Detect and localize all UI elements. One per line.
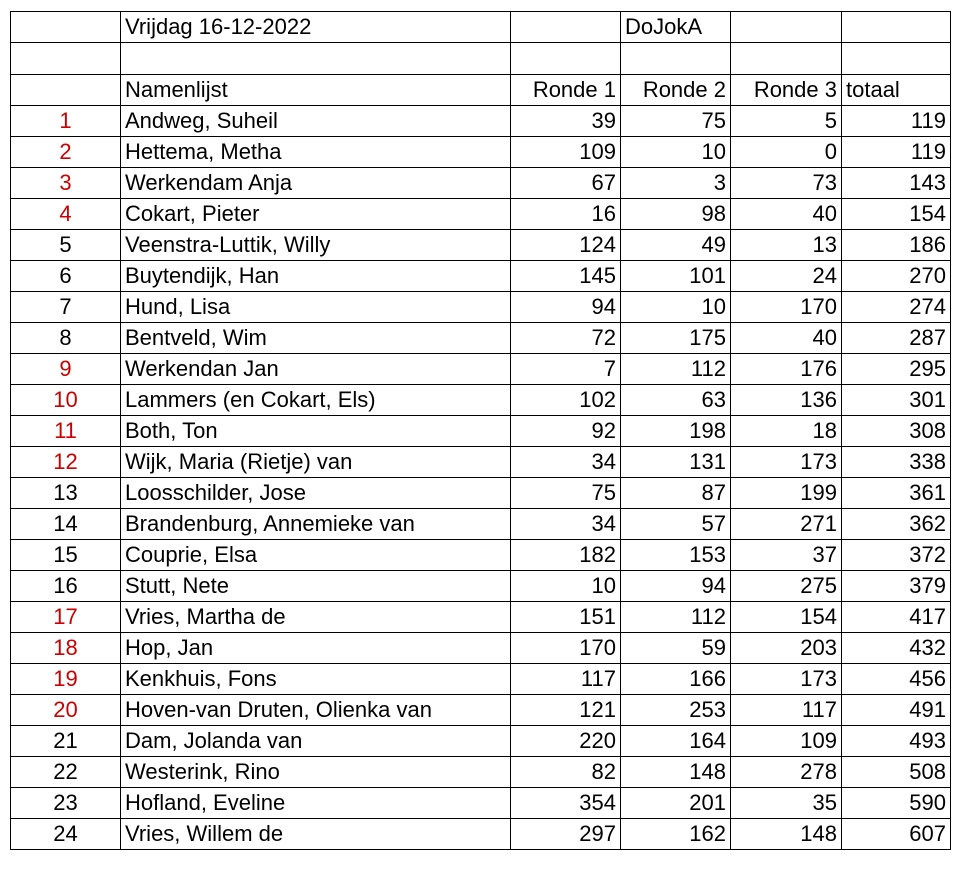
round-3-score: 170	[731, 292, 842, 323]
round-2-score: 148	[621, 757, 731, 788]
rank-cell: 13	[11, 478, 121, 509]
round-1-score: 34	[511, 509, 621, 540]
round-1-score: 16	[511, 199, 621, 230]
round-1-score: 7	[511, 354, 621, 385]
round-2-score: 94	[621, 571, 731, 602]
round-2-score: 201	[621, 788, 731, 819]
header-round-3: Ronde 3	[731, 75, 842, 106]
rank-cell: 22	[11, 757, 121, 788]
table-row	[11, 478, 951, 509]
player-name: Hettema, Metha	[121, 137, 511, 168]
table-row	[11, 292, 951, 323]
total-score: 362	[842, 509, 951, 540]
player-name: Werkendam Anja	[121, 168, 511, 199]
player-name: Hofland, Eveline	[121, 788, 511, 819]
player-name: Brandenburg, Annemieke van	[121, 509, 511, 540]
total-score: 372	[842, 540, 951, 571]
rank-cell: 19	[11, 664, 121, 695]
player-name: Cokart, Pieter	[121, 199, 511, 230]
round-1-score: 82	[511, 757, 621, 788]
total-score: 154	[842, 199, 951, 230]
total-score: 590	[842, 788, 951, 819]
round-2-score: 112	[621, 354, 731, 385]
empty-cell	[731, 43, 842, 75]
header-round-1: Ronde 1	[511, 75, 621, 106]
round-1-score: 94	[511, 292, 621, 323]
table-row	[11, 416, 951, 447]
table-row	[11, 819, 951, 850]
round-2-score: 131	[621, 447, 731, 478]
round-2-score: 57	[621, 509, 731, 540]
header-round-2: Ronde 2	[621, 75, 731, 106]
round-2-score: 101	[621, 261, 731, 292]
player-name: Hoven-van Druten, Olienka van	[121, 695, 511, 726]
round-1-score: 354	[511, 788, 621, 819]
round-1-score: 117	[511, 664, 621, 695]
round-2-score: 253	[621, 695, 731, 726]
empty-cell	[621, 43, 731, 75]
total-score: 456	[842, 664, 951, 695]
rank-cell: 3	[11, 168, 121, 199]
player-name: Andweg, Suheil	[121, 106, 511, 137]
player-name: Stutt, Nete	[121, 571, 511, 602]
rank-cell: 9	[11, 354, 121, 385]
round-1-score: 121	[511, 695, 621, 726]
round-1-score: 124	[511, 230, 621, 261]
table-row	[11, 726, 951, 757]
empty-cell	[11, 12, 121, 43]
round-1-score: 39	[511, 106, 621, 137]
round-1-score: 170	[511, 633, 621, 664]
event-date: Vrijdag 16-12-2022	[121, 12, 511, 43]
round-3-score: 35	[731, 788, 842, 819]
table-row	[11, 261, 951, 292]
round-2-score: 153	[621, 540, 731, 571]
round-3-score: 173	[731, 664, 842, 695]
round-2-score: 59	[621, 633, 731, 664]
round-3-score: 24	[731, 261, 842, 292]
round-2-score: 166	[621, 664, 731, 695]
round-1-score: 75	[511, 478, 621, 509]
empty-cell	[511, 43, 621, 75]
player-name: Hund, Lisa	[121, 292, 511, 323]
total-score: 301	[842, 385, 951, 416]
table-row	[11, 106, 951, 137]
round-2-score: 10	[621, 137, 731, 168]
total-score: 119	[842, 137, 951, 168]
total-score: 379	[842, 571, 951, 602]
total-score: 432	[842, 633, 951, 664]
round-3-score: 176	[731, 354, 842, 385]
round-2-score: 112	[621, 602, 731, 633]
round-1-score: 220	[511, 726, 621, 757]
table-row	[11, 757, 951, 788]
rank-cell: 17	[11, 602, 121, 633]
total-score: 270	[842, 261, 951, 292]
round-2-score: 198	[621, 416, 731, 447]
player-name: Vries, Martha de	[121, 602, 511, 633]
rank-cell: 11	[11, 416, 121, 447]
table-row	[11, 323, 951, 354]
round-1-score: 67	[511, 168, 621, 199]
round-1-score: 10	[511, 571, 621, 602]
table-row	[11, 230, 951, 261]
player-name: Vries, Willem de	[121, 819, 511, 850]
rank-cell: 24	[11, 819, 121, 850]
round-1-score: 102	[511, 385, 621, 416]
round-3-score: 203	[731, 633, 842, 664]
round-2-score: 98	[621, 199, 731, 230]
table-row	[11, 540, 951, 571]
club-name: DoJokA	[621, 12, 731, 43]
round-3-score: 148	[731, 819, 842, 850]
player-name: Werkendan Jan	[121, 354, 511, 385]
title-row	[11, 12, 951, 43]
rank-cell: 5	[11, 230, 121, 261]
empty-cell	[11, 75, 121, 106]
total-score: 119	[842, 106, 951, 137]
rank-cell: 23	[11, 788, 121, 819]
player-name: Buytendijk, Han	[121, 261, 511, 292]
rank-cell: 12	[11, 447, 121, 478]
player-name: Hop, Jan	[121, 633, 511, 664]
round-3-score: 271	[731, 509, 842, 540]
round-1-score: 109	[511, 137, 621, 168]
rank-cell: 2	[11, 137, 121, 168]
empty-cell	[842, 43, 951, 75]
round-3-score: 173	[731, 447, 842, 478]
round-3-score: 37	[731, 540, 842, 571]
round-1-score: 72	[511, 323, 621, 354]
rank-cell: 15	[11, 540, 121, 571]
round-3-score: 40	[731, 323, 842, 354]
total-score: 491	[842, 695, 951, 726]
rank-cell: 1	[11, 106, 121, 137]
round-3-score: 154	[731, 602, 842, 633]
round-3-score: 117	[731, 695, 842, 726]
empty-cell	[731, 12, 842, 43]
round-2-score: 3	[621, 168, 731, 199]
total-score: 493	[842, 726, 951, 757]
rank-cell: 8	[11, 323, 121, 354]
table-row	[11, 447, 951, 478]
round-2-score: 162	[621, 819, 731, 850]
empty-cell	[121, 43, 511, 75]
player-name: Wijk, Maria (Rietje) van	[121, 447, 511, 478]
total-score: 417	[842, 602, 951, 633]
player-name: Couprie, Elsa	[121, 540, 511, 571]
table-row	[11, 199, 951, 230]
round-2-score: 87	[621, 478, 731, 509]
rank-cell: 10	[11, 385, 121, 416]
header-row	[11, 75, 951, 106]
round-3-score: 40	[731, 199, 842, 230]
table-row	[11, 633, 951, 664]
table-row	[11, 137, 951, 168]
player-name: Dam, Jolanda van	[121, 726, 511, 757]
round-3-score: 18	[731, 416, 842, 447]
table-row	[11, 664, 951, 695]
round-3-score: 278	[731, 757, 842, 788]
round-2-score: 49	[621, 230, 731, 261]
player-name: Kenkhuis, Fons	[121, 664, 511, 695]
round-1-score: 34	[511, 447, 621, 478]
table-row	[11, 354, 951, 385]
round-1-score: 92	[511, 416, 621, 447]
total-score: 361	[842, 478, 951, 509]
total-score: 295	[842, 354, 951, 385]
rank-cell: 20	[11, 695, 121, 726]
round-3-score: 13	[731, 230, 842, 261]
round-3-score: 136	[731, 385, 842, 416]
round-3-score: 5	[731, 106, 842, 137]
round-1-score: 151	[511, 602, 621, 633]
table-row	[11, 695, 951, 726]
table-row	[11, 385, 951, 416]
empty-cell	[511, 12, 621, 43]
rank-cell: 16	[11, 571, 121, 602]
total-score: 338	[842, 447, 951, 478]
total-score: 143	[842, 168, 951, 199]
round-2-score: 10	[621, 292, 731, 323]
player-name: Bentveld, Wim	[121, 323, 511, 354]
blank-row	[11, 43, 951, 75]
total-score: 607	[842, 819, 951, 850]
rank-cell: 4	[11, 199, 121, 230]
round-3-score: 109	[731, 726, 842, 757]
total-score: 308	[842, 416, 951, 447]
empty-cell	[11, 43, 121, 75]
total-score: 186	[842, 230, 951, 261]
table-row	[11, 168, 951, 199]
score-table	[10, 11, 951, 850]
round-3-score: 73	[731, 168, 842, 199]
total-score: 274	[842, 292, 951, 323]
rank-cell: 6	[11, 261, 121, 292]
player-name: Loosschilder, Jose	[121, 478, 511, 509]
round-2-score: 75	[621, 106, 731, 137]
table-row	[11, 571, 951, 602]
empty-cell	[842, 12, 951, 43]
player-name: Lammers (en Cokart, Els)	[121, 385, 511, 416]
rank-cell: 18	[11, 633, 121, 664]
player-name: Westerink, Rino	[121, 757, 511, 788]
round-1-score: 182	[511, 540, 621, 571]
player-name: Both, Ton	[121, 416, 511, 447]
total-score: 508	[842, 757, 951, 788]
table-row	[11, 509, 951, 540]
table-row	[11, 602, 951, 633]
round-1-score: 145	[511, 261, 621, 292]
round-1-score: 297	[511, 819, 621, 850]
header-names: Namenlijst	[121, 75, 511, 106]
header-total: totaal	[842, 75, 951, 106]
round-3-score: 0	[731, 137, 842, 168]
rank-cell: 7	[11, 292, 121, 323]
round-3-score: 199	[731, 478, 842, 509]
rank-cell: 21	[11, 726, 121, 757]
total-score: 287	[842, 323, 951, 354]
table-row	[11, 788, 951, 819]
round-2-score: 175	[621, 323, 731, 354]
round-2-score: 164	[621, 726, 731, 757]
player-name: Veenstra-Luttik, Willy	[121, 230, 511, 261]
round-2-score: 63	[621, 385, 731, 416]
rank-cell: 14	[11, 509, 121, 540]
round-3-score: 275	[731, 571, 842, 602]
